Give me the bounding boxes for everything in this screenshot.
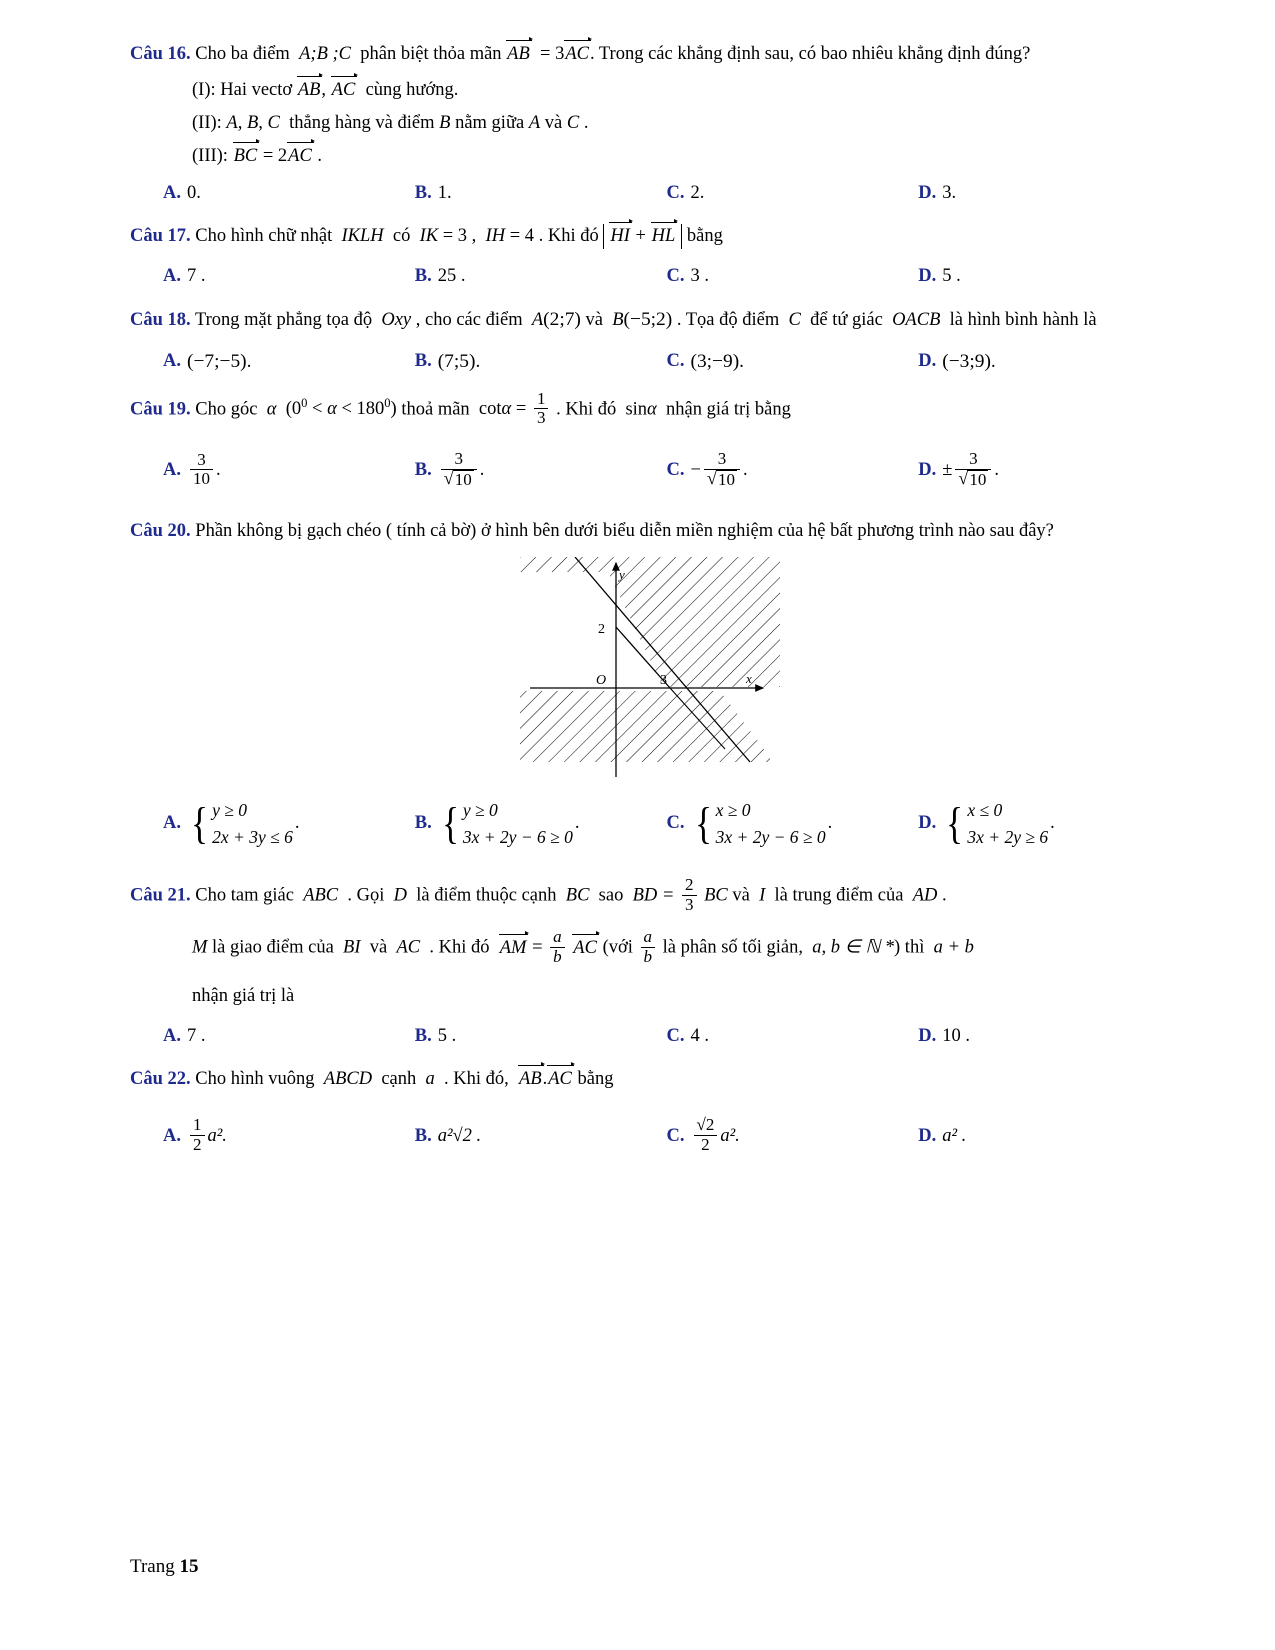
option-d[interactable]: D. (−3;9). bbox=[918, 350, 996, 372]
question-22-stem: Câu 22. Cho hình vuông ABCD cạnh a . Khi đó, AB.AC bằng bbox=[130, 1068, 614, 1089]
question-19-number: Câu 19. bbox=[130, 399, 191, 420]
option-a[interactable]: A. (−7;−5). bbox=[163, 350, 252, 372]
option-c[interactable]: C. − 3 √ 10 . bbox=[667, 451, 919, 490]
question-17-text-b: có bbox=[392, 226, 411, 247]
option-c[interactable]: C. { x ≥ 0 3x + 2y − 6 ≥ 0 . bbox=[666, 799, 833, 849]
cot-expression: cotα = $\frac{1}{3}$ bbox=[474, 399, 556, 419]
question-20-stem bbox=[130, 517, 1170, 545]
question-16-statement-3: (III): BC = 2AC . bbox=[192, 146, 323, 167]
option-d[interactable]: D. ± 3 √ 10 . bbox=[918, 451, 1170, 490]
question-18-text-b: , cho các điểm bbox=[415, 310, 523, 331]
option-a[interactable]: A. $\frac{1}{2}$ a². bbox=[163, 1114, 227, 1154]
option-c[interactable]: C. 3 . bbox=[666, 266, 709, 287]
question-21 bbox=[130, 874, 1170, 1047]
question-18-text-f: là hình bình hành là bbox=[949, 310, 1097, 331]
axis-label-x: x bbox=[746, 670, 752, 686]
question-19-text-a: Cho góc bbox=[195, 399, 258, 420]
question-22-options bbox=[130, 1114, 1170, 1155]
question-18-options bbox=[130, 351, 1170, 373]
question-18-stem: Câu 18. Trong mặt phẳng tọa độ Oxy , cho các điểm A(2;7) và B(−5;2) . Tọa độ điểm C để tứ giác OACB là hình bình hành là bbox=[130, 309, 1097, 331]
option-a[interactable]: A. 7 . bbox=[163, 1025, 206, 1046]
question-22-number: Câu 22. bbox=[130, 1068, 191, 1089]
vector-ab-22: AB bbox=[519, 1068, 542, 1089]
question-16-options bbox=[130, 183, 1170, 204]
option-d[interactable]: D. 5 . bbox=[918, 266, 961, 287]
option-d[interactable]: D. a² . bbox=[918, 1125, 967, 1146]
question-17-options bbox=[130, 266, 1170, 287]
y-intercept-label: 2 bbox=[598, 621, 605, 637]
option-b[interactable]: B. 25 . bbox=[414, 266, 466, 287]
question-18-text-d: . Tọa độ điểm bbox=[676, 310, 780, 331]
question-16-text-c: Trong các khẳng định sau, có bao nhiêu khẳng định đúng? bbox=[598, 44, 1031, 64]
inequality-region-figure bbox=[520, 557, 780, 787]
option-c[interactable]: C. 4 . bbox=[666, 1025, 709, 1046]
question-21-line-3: nhận giá trị là bbox=[192, 985, 295, 1006]
question-21-number: Câu 21. bbox=[130, 885, 191, 906]
question-16-number: Câu 16. bbox=[130, 44, 191, 64]
option-c[interactable]: C. (3;−9). bbox=[666, 350, 745, 372]
question-21-line-1: Câu 21. Cho tam giác ABC . Gọi D là điểm thuộc cạnh BC sao BD = $\frac{2}{3}$ BC và I là trung điểm của AD . bbox=[130, 874, 947, 914]
option-a[interactable]: A. $\frac{3}{10}$ . bbox=[163, 449, 221, 489]
question-16-statement-2: (II): A, B, C thẳng hàng và điểm B nằm giữa A và C . bbox=[192, 113, 589, 134]
question-18 bbox=[130, 305, 1170, 373]
option-a[interactable]: A. 7 . bbox=[163, 266, 206, 287]
question-19-text-b: thoả mãn bbox=[401, 399, 470, 420]
option-a[interactable]: A. 0. bbox=[163, 183, 201, 204]
question-18-number: Câu 18. bbox=[130, 310, 191, 331]
question-19-range: $(0^0 < \alpha < 180^0)$ bbox=[285, 396, 397, 420]
question-19 bbox=[130, 388, 1170, 491]
option-b[interactable]: B. 3 √ 10 . bbox=[415, 451, 667, 490]
vector-ac: AC bbox=[565, 44, 589, 64]
option-d[interactable]: D. 10 . bbox=[918, 1025, 970, 1046]
question-19-text-c: . Khi đó bbox=[556, 399, 617, 420]
question-16-text-a: Cho ba điểm bbox=[195, 44, 290, 64]
abs-expression: HI + HL bbox=[603, 224, 682, 249]
question-20-number: Câu 20. bbox=[130, 520, 191, 541]
vector-ab: AB bbox=[507, 44, 530, 64]
option-b[interactable]: B. a²√2 . bbox=[414, 1125, 482, 1146]
sin-expression: sinα bbox=[620, 399, 657, 420]
question-19-options bbox=[130, 451, 1170, 490]
option-b[interactable]: B. { y ≥ 0 3x + 2y − 6 ≥ 0 . bbox=[414, 799, 580, 849]
figure-svg bbox=[520, 557, 780, 787]
x-intercept-label: 3 bbox=[660, 672, 667, 688]
option-b[interactable]: B. 5 . bbox=[414, 1025, 457, 1046]
question-17-text-a: Cho hình chữ nhật bbox=[195, 226, 333, 247]
option-c[interactable]: C. $\frac{√2}{2}$ a². bbox=[666, 1114, 740, 1154]
question-20 bbox=[130, 517, 1170, 851]
footer-label: Trang bbox=[130, 1556, 175, 1577]
option-c[interactable]: C. 2. bbox=[666, 183, 705, 204]
question-18-text-a: Trong mặt phẳng tọa độ bbox=[194, 310, 373, 331]
question-18-text-c: và bbox=[585, 310, 603, 331]
question-20-options bbox=[130, 797, 1170, 851]
question-16-stem: Câu 16. Cho ba điểm A;B ;C phân biệt thỏa mãn AB = 3AC. Trong các khẳng định sau, có bao nhiêu khẳng định đúng? bbox=[130, 44, 1031, 64]
option-d[interactable]: D. { x ≤ 0 3x + 2y ≥ 6 . bbox=[918, 799, 1055, 849]
question-21-line-2: M là giao điểm của BI và AC . Khi đó AM = $\frac{a}{b}$ AC (với $\frac{a}{b}$ là phân số tối giản, a, b ∈ ℕ *) thì a + b bbox=[192, 927, 974, 967]
question-21-options bbox=[130, 1026, 1170, 1047]
page-footer bbox=[130, 1556, 198, 1578]
question-17-number: Câu 17. bbox=[130, 226, 191, 247]
question-17 bbox=[130, 222, 1170, 287]
option-a[interactable]: A. { y ≥ 0 2x + 3y ≤ 6 . bbox=[163, 799, 300, 849]
origin-label: O bbox=[596, 672, 607, 688]
question-16-statement-1: (I): Hai vectơ AB, AC cùng hướng. bbox=[192, 80, 459, 101]
axis-label-y: y bbox=[619, 566, 625, 582]
vector-ac-22: AC bbox=[548, 1068, 572, 1089]
vector-ac-21: AC bbox=[573, 937, 597, 958]
option-b[interactable]: B. (7;5). bbox=[414, 350, 481, 372]
question-16 bbox=[130, 40, 1170, 204]
question-19-stem: Câu 19. Cho góc α $(0^0 < \alpha < 180^0)$ thoả mãn cotα = $\frac{1}{3}$ . Khi đó sinα nhận giá trị bằng bbox=[130, 388, 791, 428]
question-16-text-b: phân biệt thỏa mãn bbox=[360, 44, 502, 64]
question-17-text-d: bằng bbox=[686, 226, 723, 247]
question-17-stem: Câu 17. Cho hình chữ nhật IKLH có IK = 3 , IH = 4 . Khi đó HI + HL bằng bbox=[130, 222, 1170, 250]
question-18-text-e: để tứ giác bbox=[810, 310, 883, 331]
question-20-text: Phần không bị gạch chéo ( tính cả bờ) ở hình bên dưới biểu diễn miền nghiệm của hệ bất phương trình nào sau đây? bbox=[195, 520, 1054, 541]
vector-am: AM bbox=[499, 937, 527, 958]
question-22 bbox=[130, 1065, 1170, 1156]
option-d[interactable]: D. 3. bbox=[918, 183, 957, 204]
question-19-text-d: nhận giá trị bằng bbox=[666, 399, 791, 420]
option-b[interactable]: B. 1. bbox=[414, 183, 452, 204]
question-17-text-c: . Khi đó bbox=[538, 226, 599, 247]
footer-page-number: 15 bbox=[179, 1556, 199, 1577]
